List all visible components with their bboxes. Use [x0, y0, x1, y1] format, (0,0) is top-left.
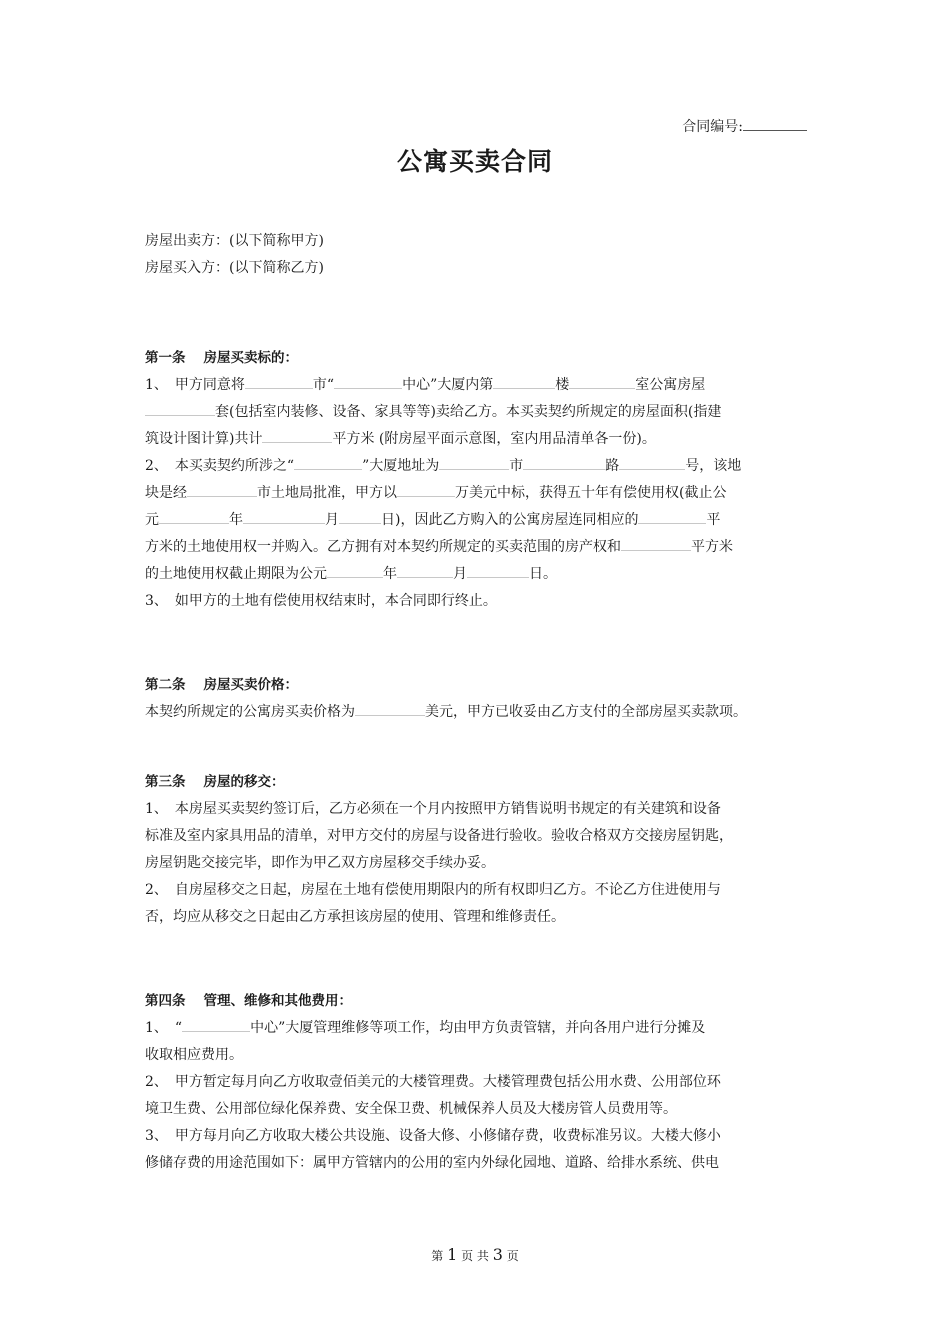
- document-title: 公寓买卖合同: [396, 147, 553, 176]
- section-1-line: 套(包括室内装修、设备、家具等等)卖给乙方。本买卖契约所规定的房屋面积(指建: [145, 399, 815, 426]
- contract-number-label: 合同编号:: [682, 119, 743, 135]
- section-1-line: 的土地使用权截止期限为公元 年 月 日。: [145, 561, 815, 588]
- section-1-line: 筑设计图计算)共计 平方米 (附房屋平面示意图，室内用品清单各一份)。: [145, 426, 815, 453]
- seller-line: 房屋出卖方：(以下简称甲方): [145, 233, 324, 249]
- section-1-line: 块是经 市土地局批准，甲方以 万美元中标，获得五十年有偿使用权(截止公: [145, 480, 815, 507]
- section-1-line: 1、 甲方同意将 市“ 中心”大厦内第 楼 室公寓房屋: [145, 372, 815, 399]
- contract-body: [145, 228, 815, 1177]
- section-1-line: 方米的土地使用权一并购入。乙方拥有对本契约所规定的买卖范围的房产权和 平方米: [145, 534, 815, 561]
- section-4-line: 3、 甲方每月向乙方收取大楼公共设施、设备大修、小修储存费，收费标准另议。大楼大修小: [145, 1128, 721, 1144]
- section-1-line: 2、 本买卖契约所涉之“ ”大厦地址为 市 路 号，该地: [145, 453, 815, 480]
- buyer-line: 房屋买入方：(以下简称乙方): [145, 260, 324, 276]
- section-1-line: 3、 如甲方的土地有偿使用权结束时，本合同即行终止。: [145, 593, 497, 609]
- contract-number: [682, 116, 807, 137]
- section-3-line: 标准及室内家具用品的清单，对甲方交付的房屋与设备进行验收。验收合格双方交接房屋钥匙，: [145, 828, 733, 844]
- section-4-line: 收取相应费用。: [145, 1047, 243, 1063]
- section-2-line: 本契约所规定的公寓房买卖价格为 美元，甲方已收妥由乙方支付的全部房屋买卖款项。: [145, 699, 815, 726]
- section-3-line: 房屋钥匙交接完毕，即作为甲乙双方房屋移交手续办妥。: [145, 855, 495, 871]
- section-4-line: 2、 甲方暂定每月向乙方收取壹佰美元的大楼管理费。大楼管理费包括公用水费、公用部位环: [145, 1074, 721, 1090]
- section-3-line: 1、 本房屋买卖契约签订后，乙方必须在一个月内按照甲方销售说明书规定的有关建筑和设备: [145, 801, 721, 817]
- section-3-line: 否，均应从移交之日起由乙方承担该房屋的使用、管理和维修责任。: [145, 909, 565, 925]
- page-footer: 第 1 页 共 3 页: [431, 1245, 519, 1264]
- section-3-title: 第三条 房屋的移交：: [145, 774, 285, 790]
- total-page-number: 3: [492, 1245, 503, 1264]
- section-4-line: 1、 “ 中心”大厦管理维修等项工作，均由甲方负责管辖，并向各用户进行分摊及: [145, 1015, 815, 1042]
- contract-number-blank: [743, 116, 807, 131]
- section-4-line: 修储存费的用途范围如下：属甲方管辖内的公用的室内外绿化园地、道路、给排水系统、供电: [145, 1155, 719, 1171]
- current-page-number: 1: [447, 1245, 458, 1264]
- section-2-title: 第二条 房屋买卖价格：: [145, 677, 298, 693]
- section-4-title: 第四条 管理、维修和其他费用：: [145, 993, 352, 1009]
- section-1-line: 元 年 月 日)，因此乙方购入的公寓房屋连同相应的 平: [145, 507, 815, 534]
- section-3-line: 2、 自房屋移交之日起，房屋在土地有偿使用期限内的所有权即归乙方。不论乙方住进使用与: [145, 882, 721, 898]
- section-1-title: 第一条 房屋买卖标的：: [145, 350, 298, 366]
- section-4-line: 境卫生费、公用部位绿化保养费、安全保卫费、机械保养人员及大楼房管人员费用等。: [145, 1101, 677, 1117]
